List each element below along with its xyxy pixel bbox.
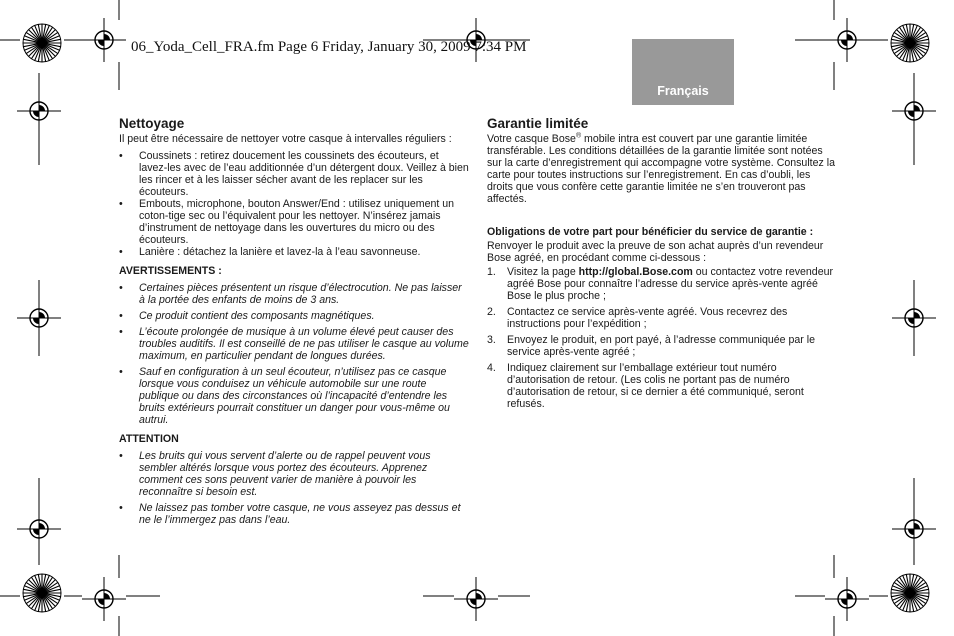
obligations-intro: Renvoyer le produit avec la preuve de son achat auprès d’un revendeur Bose agréé, en procédant comme ci-dessous : bbox=[487, 240, 824, 264]
attention-list bbox=[119, 450, 469, 526]
registration-mark-bottom-left bbox=[82, 577, 126, 621]
warnings-heading: AVERTISSEMENTS : bbox=[119, 265, 222, 277]
registration-mark-left-middle bbox=[17, 296, 61, 340]
step-text: Indiquez clairement sur l’emballage extérieur tout numéro d’autorisation de retour. (Les colis ne portant pas de numéro d’autorisation de retour, si ce dernier a été communiqué, seront refusés. bbox=[507, 362, 804, 410]
starburst-mark-top-right bbox=[891, 24, 929, 62]
list-item: • Ne laissez pas tomber votre casque, ne vous asseyez pas dessus et ne le l’immergez pas dans l’eau. bbox=[119, 502, 469, 526]
warranty-heading: Garantie limitée bbox=[487, 116, 589, 131]
list-item bbox=[487, 334, 837, 358]
list-item bbox=[487, 266, 837, 302]
registration-mark-top-right bbox=[825, 18, 869, 62]
list-item: • Coussinets : retirez doucement les coussinets des écouteurs, et lavez-les avec de l’eau additionnée d’un détergent doux. Veillez à bien les rincer et à les laisser sécher avant de les replacer sur les écouteurs. bbox=[119, 150, 469, 198]
step-number: 3. bbox=[487, 334, 496, 346]
list-item: • Embouts, microphone, bouton Answer/End : utilisez uniquement un coton-tige sec ou l’équivalent pour les nettoyer. N’insérez jamais d’instrument de nettoyage dans les ouvertures du micro ou des écouteurs. bbox=[119, 198, 469, 246]
language-tab-label: Français bbox=[657, 84, 709, 98]
step-number: 1. bbox=[487, 266, 496, 278]
list-item: • Certaines pièces présentent un risque d’électrocution. Ne pas laisser à la portée des enfants de moins de 3 ans. bbox=[119, 282, 469, 306]
left-column bbox=[119, 116, 469, 530]
registration-mark-bottom-right bbox=[825, 577, 869, 621]
starburst-mark-bottom-left bbox=[23, 574, 61, 612]
registration-mark-right-middle bbox=[892, 296, 936, 340]
step-text: Contactez ce service après-vente agréé. Vous recevrez des instructions pour l’expédition ; bbox=[507, 306, 788, 330]
file-header: 06_Yoda_Cell_FRA.fm Page 6 Friday, January 30, 2009 7:34 PM bbox=[131, 39, 527, 55]
steps-list bbox=[487, 266, 837, 410]
starburst-mark-top-left bbox=[23, 24, 61, 62]
warranty-intro bbox=[487, 133, 837, 205]
list-item: • Les bruits qui vous servent d’alerte ou de rappel peuvent vous sembler altérés lorsque vous portez des écouteurs. Apprenez comment ces sons peuvent varier de manière à pouvoir les reconnaître si besoin est. bbox=[119, 450, 469, 498]
step-text-start: Visitez la page bbox=[507, 266, 579, 278]
list-item bbox=[487, 362, 837, 410]
step-number: 4. bbox=[487, 362, 496, 374]
registered-mark: ® bbox=[575, 132, 582, 140]
attention-heading: ATTENTION bbox=[119, 433, 179, 445]
list-item: • Lanière : détachez la lanière et lavez-la à l’eau savonneuse. bbox=[119, 246, 469, 258]
registration-mark-bottom-center bbox=[454, 577, 498, 621]
warnings-list bbox=[119, 282, 469, 426]
cleaning-heading: Nettoyage bbox=[119, 116, 185, 131]
right-column bbox=[487, 116, 837, 414]
registration-mark-right-upper bbox=[892, 89, 936, 133]
language-tab bbox=[632, 39, 734, 105]
registration-mark-right-lower bbox=[892, 507, 936, 551]
obligations-heading: Obligations de votre part pour bénéficier du service de garantie : bbox=[487, 226, 814, 238]
starburst-mark-bottom-right bbox=[891, 574, 929, 612]
step-text: Envoyez le produit, en port payé, à l’adresse communiquée par le service après-vente agréé ; bbox=[507, 334, 815, 358]
bose-website-link[interactable]: http://global.Bose.com bbox=[578, 266, 693, 278]
warranty-intro-start: Votre casque Bose bbox=[487, 133, 576, 145]
list-item: • Ce produit contient des composants magnétiques. bbox=[119, 310, 469, 322]
cleaning-intro: Il peut être nécessaire de nettoyer votre casque à intervalles réguliers : bbox=[119, 133, 452, 145]
warranty-intro-rest: mobile intra est couvert par une garantie limitée transférable. Les conditions détaillées de la garantie limitée sont notées sur la carte d’enregistrement qui accompagne votre système. Consultez la carte pour toutes instructions sur l’enregistrement. En cas d’oubli, les droits que vous confère cette garantie limitée ne s’en trouveront pas affectés. bbox=[487, 133, 835, 205]
registration-mark-left-lower bbox=[17, 507, 61, 551]
cleaning-list bbox=[119, 150, 469, 258]
list-item bbox=[487, 306, 837, 330]
step-text-end: ou contactez votre revendeur agréé Bose pour connaître l’adresse du service après-vente agréé Bose le plus proche ; bbox=[507, 266, 833, 302]
registration-mark-left-upper bbox=[17, 89, 61, 133]
list-item: • Sauf en configuration à un seul écouteur, n’utilisez pas ce casque lorsque vous conduisez un véhicule automobile sur une route publique ou dans des circonstances où l’incapacité d’entendre les bruits extérieurs pourrait constituer un danger pour vous-même ou autrui. bbox=[119, 366, 469, 426]
registration-mark-top-left bbox=[82, 18, 126, 62]
step-number: 2. bbox=[487, 306, 496, 318]
list-item: • L’écoute prolongée de musique à un volume élevé peut causer des troubles auditifs. Il est conseillé de ne pas utiliser le casque au volume maximum, en particulier pendant de longues durées. bbox=[119, 326, 469, 362]
